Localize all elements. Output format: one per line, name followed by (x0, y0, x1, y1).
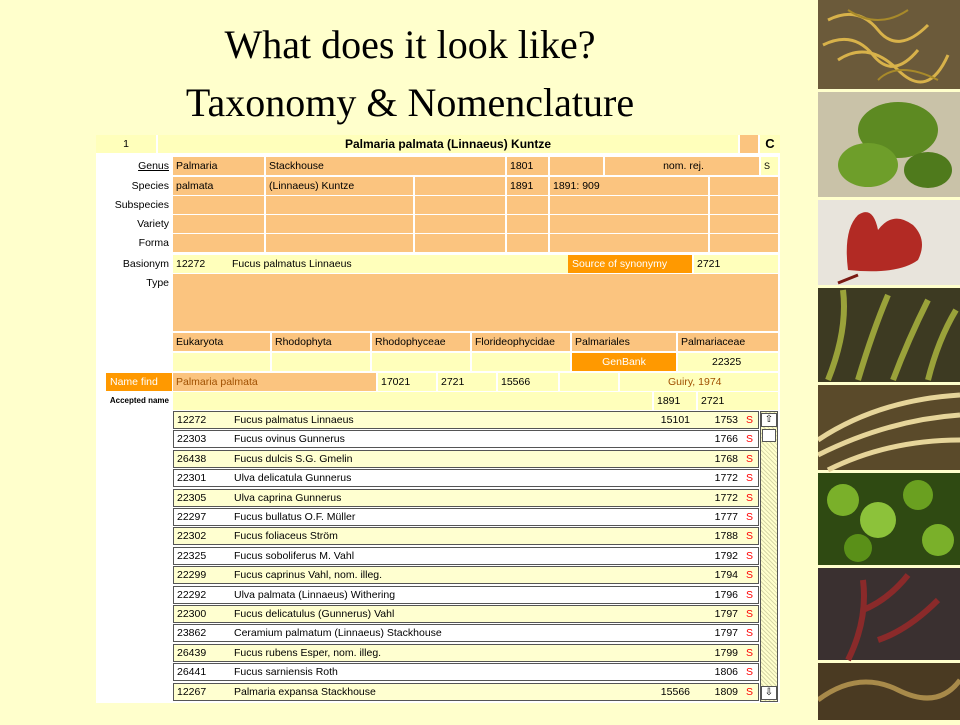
genus-flag: S (761, 157, 778, 175)
synonym-row[interactable] (173, 586, 759, 604)
synonym-row[interactable] (173, 683, 759, 701)
genus-author-field[interactable]: Stackhouse (266, 157, 505, 175)
synonymy-source-value: 2721 (694, 255, 778, 273)
synonym-name: Ceramium palmatum (Linnaeus) Stackhouse (234, 627, 442, 640)
slide-title-line1: What does it look like? (224, 22, 596, 67)
synonym-year: 1797 (714, 627, 738, 640)
genus-status-field[interactable]: nom. rej. (605, 157, 759, 175)
synonym-id: 26439 (177, 646, 207, 659)
subspecies-field[interactable] (173, 196, 264, 214)
synonym-name: Fucus bullatus O.F. Müller (234, 511, 356, 523)
record-number: 1 (96, 135, 156, 153)
forma-label: Forma (96, 234, 172, 252)
synonym-year: 1794 (714, 569, 738, 582)
synonym-name: Fucus ovinus Gunnerus (234, 433, 345, 446)
synonym-name: Ulva palmata (Linnaeus) Withering (234, 588, 396, 601)
class-blank-1 (173, 353, 270, 371)
synonym-row[interactable] (173, 469, 759, 487)
synonym-id: 22297 (177, 511, 207, 523)
accepted-id: 2721 (698, 392, 778, 410)
synonym-flag: S (746, 627, 754, 640)
synonym-year: 1797 (714, 608, 738, 620)
synonym-name: Fucus foliaceus Ström (234, 530, 338, 543)
synonym-row[interactable] (173, 663, 759, 681)
synonym-name: Fucus palmatus Linnaeus (234, 414, 354, 426)
species-ref-field[interactable]: 1891: 909 (550, 177, 708, 195)
arrow-down-icon[interactable]: ⇩ (761, 686, 777, 700)
synonym-flag: S (746, 530, 754, 543)
type-field[interactable] (173, 274, 778, 331)
status-code: C (760, 135, 780, 153)
synonym-row[interactable] (173, 624, 759, 642)
synonym-id: 22302 (177, 530, 207, 543)
species-end-field[interactable] (710, 177, 778, 195)
synonym-year: 1796 (714, 588, 738, 601)
synonym-year: 1772 (714, 491, 738, 504)
class-blank-4 (472, 353, 570, 371)
species-extra-field[interactable] (415, 177, 505, 195)
accepted-name-field (173, 392, 652, 410)
seaweed-photo-4 (818, 288, 960, 382)
synonym-id: 22300 (177, 608, 207, 620)
name-find-button[interactable]: Name find (106, 373, 172, 391)
name-find-n3: 15566 (498, 373, 558, 391)
species-author-field[interactable]: (Linnaeus) Kuntze (266, 177, 413, 195)
status-swatch (740, 135, 758, 153)
synonym-id: 22303 (177, 433, 207, 446)
subspecies-label: Subspecies (96, 196, 172, 214)
genus-year-field[interactable]: 1801 (507, 157, 548, 175)
synonym-year: 1777 (714, 511, 738, 523)
synonym-year: 1766 (714, 433, 738, 446)
synonym-flag: S (746, 608, 754, 620)
class-subclass: Florideophycidae (472, 333, 570, 351)
variety-year-field[interactable] (507, 215, 548, 233)
genus-label-link[interactable]: Genus (96, 157, 172, 175)
seaweed-photo-6 (818, 473, 960, 565)
genus-field[interactable]: Palmaria (173, 157, 264, 175)
variety-field[interactable] (173, 215, 264, 233)
synonym-year: 1768 (714, 452, 738, 465)
synonym-ref-id: 15101 (660, 414, 690, 426)
synonym-id: 22292 (177, 588, 207, 601)
class-class: Rhodophyceae (372, 333, 470, 351)
seaweed-photo-7 (818, 568, 960, 660)
record-heading: Palmaria palmata (Linnaeus) Kuntze (158, 135, 738, 153)
seaweed-photo-5 (818, 385, 960, 470)
synonym-id: 12267 (177, 685, 207, 698)
synonym-name: Fucus sarniensis Roth (234, 666, 338, 679)
synonym-name: Fucus dulcis S.G. Gmelin (234, 452, 353, 465)
synonym-year: 1788 (714, 530, 738, 543)
subspecies-year-field[interactable] (507, 196, 548, 214)
synonym-year: 1806 (714, 666, 738, 679)
synonym-row[interactable] (173, 450, 759, 468)
synonym-id: 12272 (177, 414, 207, 426)
synonym-row[interactable] (173, 566, 759, 584)
synonym-list-scrollbar[interactable] (760, 411, 778, 702)
synonym-ref-id: 15566 (660, 685, 690, 698)
variety-ref-field[interactable] (550, 215, 708, 233)
synonym-list (173, 411, 759, 702)
seaweed-photo-2 (818, 92, 960, 197)
genbank-button[interactable]: GenBank (572, 353, 676, 371)
synonym-flag: S (746, 452, 754, 465)
class-phylum: Rhodophyta (272, 333, 370, 351)
source-of-synonymy-button[interactable]: Source of synonymy (568, 255, 692, 273)
seaweed-photo-8 (818, 663, 960, 720)
synonym-flag: S (746, 414, 754, 426)
forma-field[interactable] (173, 234, 264, 252)
species-field[interactable]: palmata (173, 177, 264, 195)
synonym-flag: S (746, 433, 754, 446)
synonym-name: Ulva caprina Gunnerus (234, 491, 342, 504)
synonym-year: 1809 (714, 685, 738, 698)
species-year-field[interactable]: 1891 (507, 177, 548, 195)
synonym-year: 1753 (714, 414, 738, 426)
synonym-flag: S (746, 685, 754, 698)
subspecies-ref-field[interactable] (550, 196, 708, 214)
subspecies-extra-field[interactable] (415, 196, 505, 214)
synonym-row[interactable] (173, 605, 759, 623)
name-find-blank (560, 373, 618, 391)
synonym-id: 26438 (177, 452, 207, 465)
synonym-flag: S (746, 491, 754, 504)
name-find-ref: Guiry, 1974 (620, 373, 778, 391)
genbank-id: 22325 (678, 353, 778, 371)
synonym-flag: S (746, 646, 754, 659)
species-label: Species (96, 177, 172, 195)
forma-year-field[interactable] (507, 234, 548, 252)
variety-label: Variety (96, 215, 172, 233)
class-family: Palmariaceae (678, 333, 778, 351)
synonym-flag: S (746, 666, 754, 679)
photo-strip-art (818, 0, 960, 720)
seaweed-photo-1 (818, 0, 960, 89)
synonym-flag: S (746, 549, 754, 562)
type-label: Type (96, 274, 172, 292)
synonym-name: Fucus rubens Esper, nom. illeg. (234, 646, 382, 659)
slide-title-line2: Taxonomy & Nomenclature (185, 80, 635, 125)
synonym-name: Ulva delicatula Gunnerus (234, 472, 352, 485)
class-order: Palmariales (572, 333, 676, 351)
basionym-name: Fucus palmatus Linnaeus (229, 255, 568, 273)
synonym-id: 23862 (177, 627, 207, 640)
synonym-year: 1792 (714, 549, 738, 562)
synonym-flag: S (746, 569, 754, 582)
basionym-id: 12272 (173, 255, 229, 273)
class-blank-3 (372, 353, 470, 371)
synonym-row[interactable] (173, 527, 759, 545)
accepted-name-label: Accepted name (96, 392, 172, 410)
synonym-row[interactable] (173, 430, 759, 448)
synonym-name: Palmaria expansa Stackhouse (234, 685, 376, 698)
synonym-id: 22301 (177, 472, 207, 485)
variety-end-field[interactable] (710, 215, 778, 233)
variety-extra-field[interactable] (415, 215, 505, 233)
synonym-name: Fucus caprinus Vahl, nom. illeg. (234, 569, 383, 582)
seaweed-photo-3 (818, 200, 960, 285)
synonym-row[interactable] (173, 489, 759, 507)
forma-author-field[interactable] (266, 234, 413, 252)
synonym-id: 22305 (177, 491, 207, 504)
synonym-flag: S (746, 511, 754, 523)
name-find-result: Palmaria palmata (173, 373, 376, 391)
basionym-label: Basionym (96, 255, 172, 273)
synonym-row[interactable] (173, 508, 759, 526)
scroll-thumb[interactable] (762, 429, 776, 442)
subspecies-end-field[interactable] (710, 196, 778, 214)
synonym-year: 1799 (714, 646, 738, 659)
class-blank-2 (272, 353, 370, 371)
synonym-id: 22299 (177, 569, 207, 582)
class-kingdom: Eukaryota (173, 333, 270, 351)
synonym-row[interactable] (173, 644, 759, 662)
forma-extra-field[interactable] (415, 234, 505, 252)
forma-end-field[interactable] (710, 234, 778, 252)
synonym-row[interactable] (173, 411, 759, 429)
synonym-id: 26441 (177, 666, 207, 679)
arrow-up-icon[interactable]: ⇧ (761, 413, 777, 427)
forma-ref-field[interactable] (550, 234, 708, 252)
synonym-name: Fucus soboliferus M. Vahl (234, 549, 355, 562)
synonym-year: 1772 (714, 472, 738, 485)
genus-ref-field[interactable] (550, 157, 603, 175)
subspecies-author-field[interactable] (266, 196, 413, 214)
photo-strip (818, 0, 960, 720)
synonym-flag: S (746, 588, 754, 601)
synonym-id: 22325 (177, 549, 207, 562)
accepted-year: 1891 (654, 392, 696, 410)
name-find-n1: 17021 (378, 373, 436, 391)
variety-author-field[interactable] (266, 215, 413, 233)
synonym-flag: S (746, 472, 754, 485)
synonym-name: Fucus delicatulus (Gunnerus) Vahl (234, 608, 395, 620)
name-find-n2: 2721 (438, 373, 496, 391)
synonym-row[interactable] (173, 547, 759, 565)
